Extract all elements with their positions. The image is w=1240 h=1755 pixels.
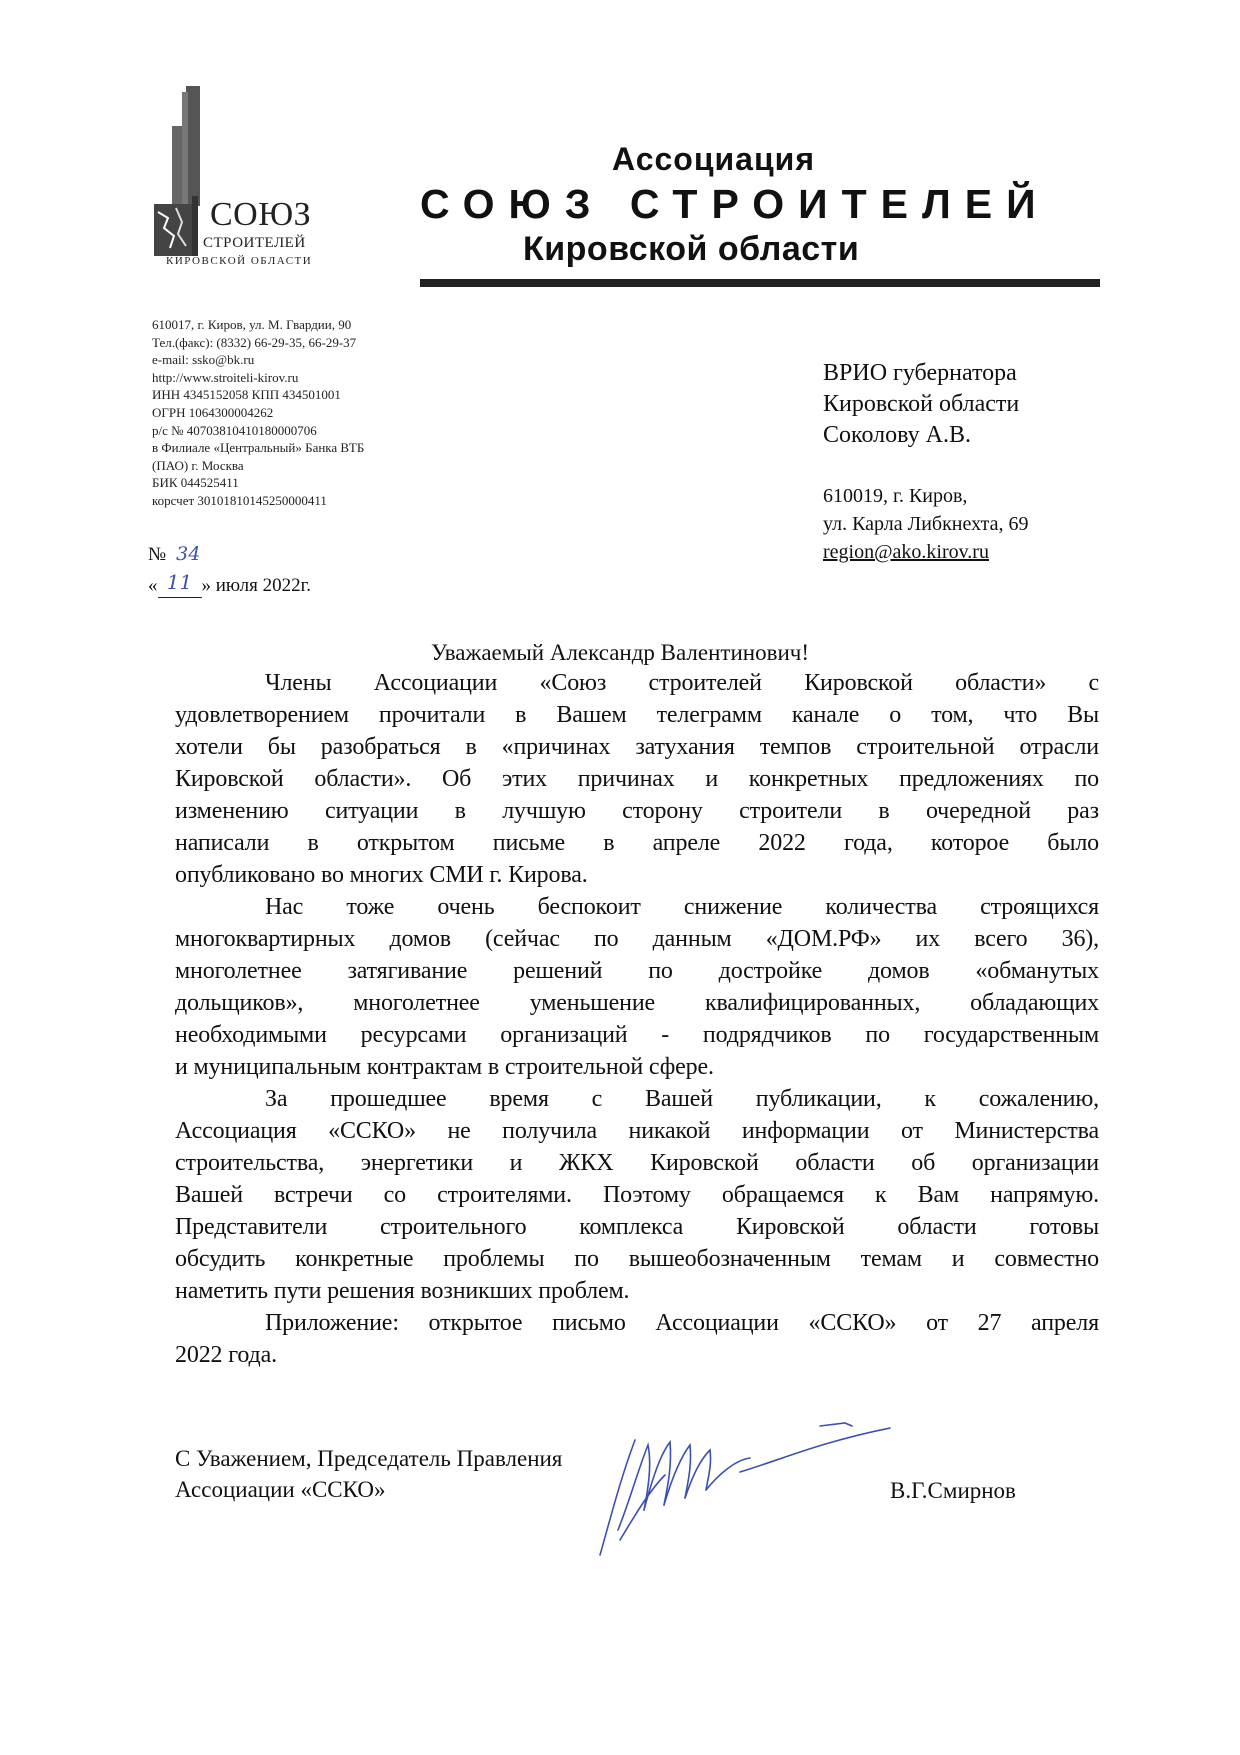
header-line-2: СОЮЗ СТРОИТЕЛЕЙ bbox=[420, 181, 1050, 227]
recipient-title: ВРИО губернатора bbox=[823, 360, 1017, 386]
sender-ogrn: ОГРН 1064300004262 bbox=[152, 404, 274, 420]
body-line: написали в открытом письме в апреле 2022 года, которое было bbox=[175, 830, 1099, 856]
recipient-city: 610019, г. Киров, bbox=[823, 485, 968, 507]
signer-name: В.Г.Смирнов bbox=[890, 1478, 1016, 1503]
body-line: строительства, энергетики и ЖКХ Кировской области об организации bbox=[175, 1150, 1099, 1176]
body-line: Ассоциация «ССКО» не получила никакой информации от Министерства bbox=[175, 1118, 1099, 1144]
body-line: хотели бы разобраться в «причинах затухания темпов строительной отрасли bbox=[175, 734, 1099, 760]
recipient-region: Кировской области bbox=[823, 391, 1020, 417]
sender-address: 610017, г. Киров, ул. М. Гвардии, 90 bbox=[152, 317, 352, 332]
body-line: изменению ситуации в лучшую сторону строители в очередной раз bbox=[175, 798, 1099, 824]
closing-line-2: Ассоциации «ССКО» bbox=[175, 1477, 386, 1502]
recipient-block bbox=[823, 358, 1019, 451]
closing-line-1: С Уважением, Председатель Правления bbox=[175, 1446, 563, 1471]
body-line: многолетнее затягивание решений по достройке домов «обманутых bbox=[175, 958, 1099, 984]
sender-bik: БИК 044525411 bbox=[152, 475, 239, 491]
body-line: Кировской области». Об этих причинах и конкретных предложениях по bbox=[175, 766, 1099, 792]
letter-date bbox=[148, 572, 311, 598]
sender-account: р/с № 40703810410180000706 bbox=[152, 422, 317, 438]
sender-details bbox=[152, 316, 452, 510]
header-line-3: Кировской области bbox=[523, 230, 860, 268]
recipient-email-link[interactable]: region@ako.kirov.ru bbox=[823, 541, 989, 563]
body-line: и муниципальным контрактам в строительной сфере. bbox=[175, 1054, 714, 1080]
date-rest: » июля 2022г. bbox=[201, 575, 312, 596]
recipient-street: ул. Карла Либкнехта, 69 bbox=[823, 513, 1029, 535]
body-line: Нас тоже очень беспокоит снижение количества строящихся bbox=[265, 894, 1099, 920]
logo-subtitle: СТРОИТЕЛЕЙ bbox=[203, 235, 306, 251]
letter-body bbox=[175, 667, 1099, 1371]
body-line: многоквартирных домов (сейчас по данным «ДОМ.РФ» их всего 36), bbox=[175, 926, 1099, 952]
header-divider bbox=[420, 279, 1100, 287]
logo-title: СОЮЗ bbox=[210, 196, 312, 233]
body-line: обсудить конкретные проблемы по вышеобозначенным темам и совместно bbox=[175, 1246, 1099, 1272]
sender-inn: ИНН 4345152058 КПП 434501001 bbox=[152, 387, 341, 403]
date-open-quote: « bbox=[148, 575, 158, 596]
greeting: Уважаемый Александр Валентинович! bbox=[431, 640, 809, 665]
body-line: Приложение: открытое письмо Ассоциации «ССКО» от 27 апреля bbox=[265, 1310, 1099, 1336]
recipient-name: Соколову А.В. bbox=[823, 422, 971, 448]
body-line: опубликовано во многих СМИ г. Кирова. bbox=[175, 862, 588, 888]
body-line: Представители строительного комплекса Кировской области готовы bbox=[175, 1214, 1099, 1240]
letter-number-prefix: № bbox=[148, 544, 167, 565]
sender-bank-city: (ПАО) г. Москва bbox=[152, 457, 244, 473]
date-day: 11 bbox=[166, 570, 193, 594]
body-line: удовлетворением прочитали в Вашем телеграмм канале о том, что Вы bbox=[175, 702, 1099, 728]
body-line: Вашей встречи со строителями. Поэтому обращаемся к Вам напрямую. bbox=[175, 1182, 1099, 1208]
body-line: наметить пути решения возникших проблем. bbox=[175, 1278, 630, 1304]
sender-website: http://www.stroiteli-kirov.ru bbox=[152, 369, 299, 385]
sender-corr-account: корсчет 30101810145250000411 bbox=[152, 492, 327, 508]
body-line: необходимыми ресурсами организаций - подрядчиков по государственным bbox=[175, 1022, 1099, 1048]
sender-email: e-mail: ssko@bk.ru bbox=[152, 352, 255, 368]
date-day-blank bbox=[158, 572, 202, 598]
sender-phone: Тел.(факс): (8332) 66-29-35, 66-29-37 bbox=[152, 334, 357, 350]
recipient-address bbox=[823, 482, 1029, 566]
logo-region: КИРОВСКОЙ ОБЛАСТИ bbox=[166, 255, 313, 267]
body-line: 2022 года. bbox=[175, 1342, 277, 1368]
sender-bank: в Филиале «Центральный» Банка ВТБ bbox=[152, 440, 365, 456]
letter-number bbox=[148, 543, 200, 566]
header-line-1: Ассоциация bbox=[612, 141, 815, 177]
letter-number-value: 34 bbox=[176, 543, 201, 565]
closing-block bbox=[175, 1443, 562, 1505]
body-line: За прошедшее время с Вашей публикации, к сожалению, bbox=[265, 1086, 1099, 1112]
body-line: Члены Ассоциации «Союз строителей Кировской области» с bbox=[265, 670, 1099, 696]
body-line: дольщиков», многолетнее уменьшение квалифицированных, обладающих bbox=[175, 990, 1099, 1016]
